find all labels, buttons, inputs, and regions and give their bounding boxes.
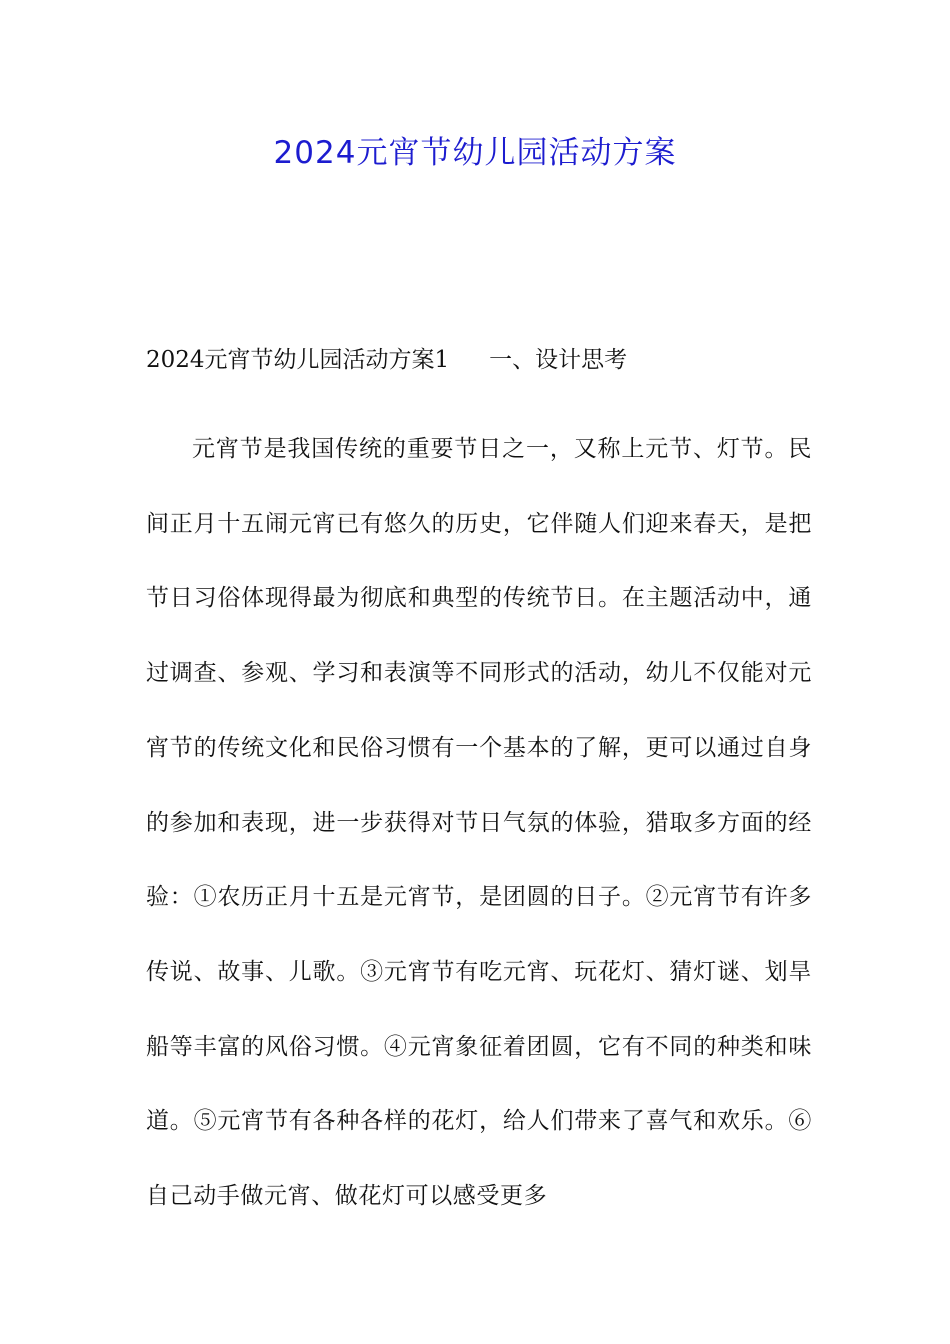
section-heading: 2024元宵节幼儿园活动方案1 xyxy=(146,347,450,373)
body-paragraph: 元宵节是我国传统的重要节日之一，又称上元节、灯节。民间正月十五闹元宵已有悠久的历史，它伴随人们迎来春天，是把节日习俗体现得最为彻底和典型的传统节日。在主题活动中，通过调查、参观、学习和表演等不同形式的活动，幼儿不仅能对元宵节的传统文化和民俗习惯有一个基本的了解，更可以通过自身的参加和表现，进一步获得对节日气氛的体验，猎取多方面的经验：①农历正月十五是元宵节，是团圆的日子。②元宵节有许多传说、故事、儿歌。③元宵节有吃元宵、玩花灯、猜灯谜、划旱船等丰富的风俗习惯。④元宵象征着团圆，它有不同的种类和味道。⑤元宵节有各种各样的花灯，给人们带来了喜气和欢乐。⑥自己动手做元宵、做花灯可以感受更多 xyxy=(146,436,812,1210)
document-title: 2024元宵节幼儿园活动方案 xyxy=(273,135,677,171)
section-heading-line xyxy=(146,340,812,380)
subsection-heading: 一、设计思考 xyxy=(489,347,628,373)
